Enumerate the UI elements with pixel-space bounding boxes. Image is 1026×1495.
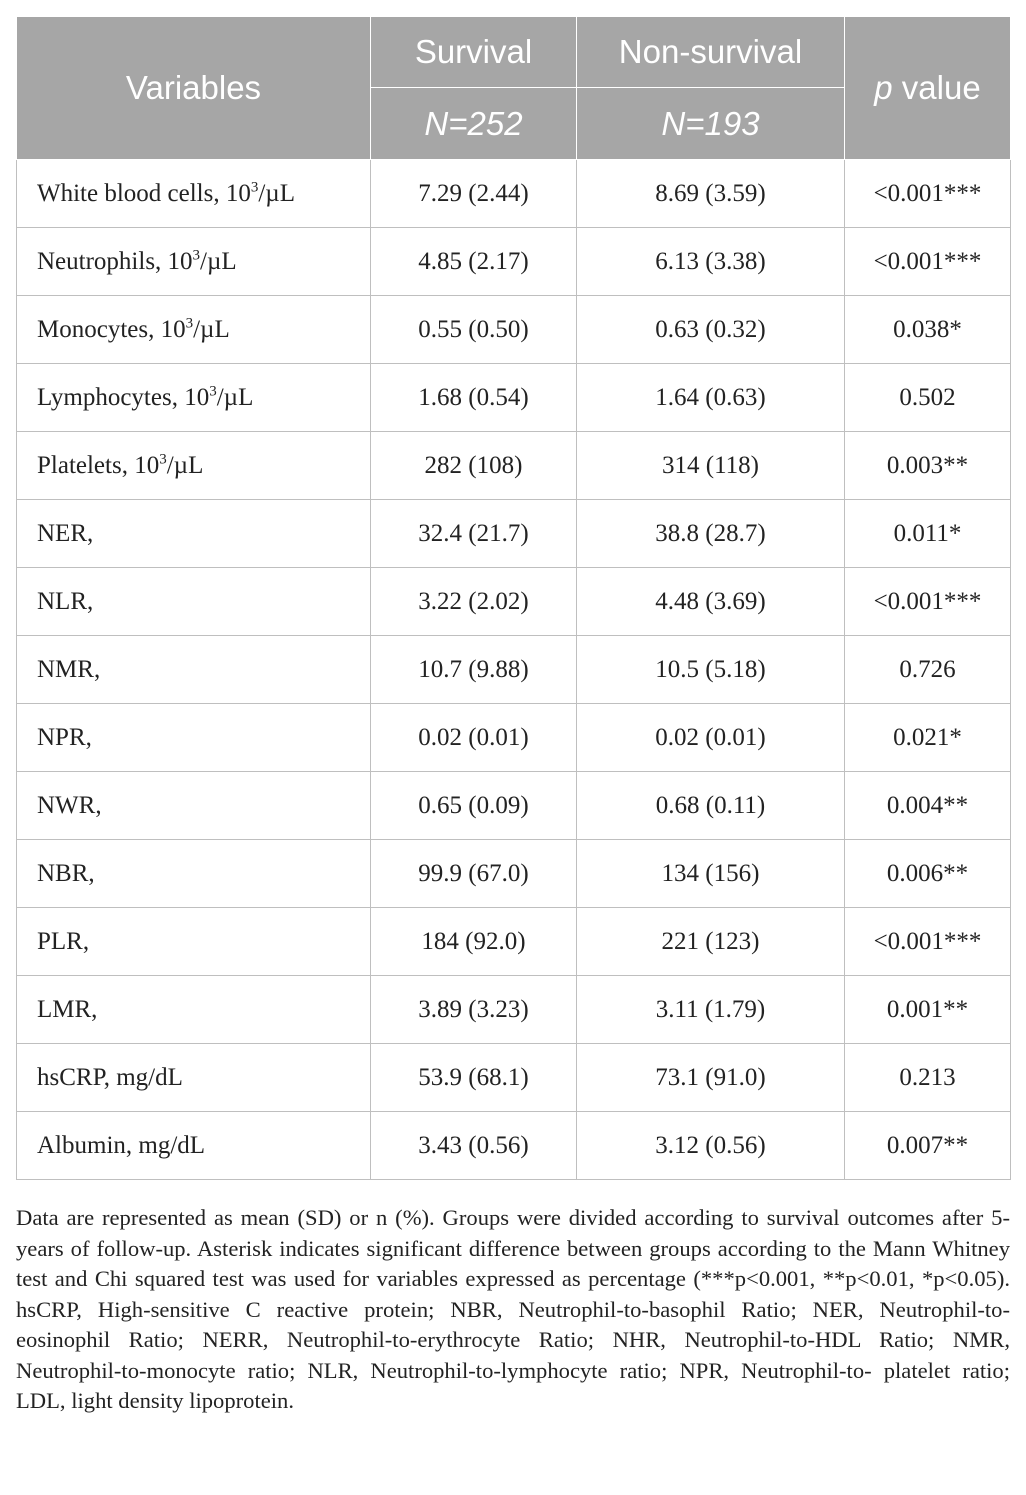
- non-survival-value: 221 (123): [577, 908, 845, 976]
- survival-value: 1.68 (0.54): [371, 364, 577, 432]
- p-value: 0.726: [845, 636, 1011, 704]
- table-row: [17, 908, 1011, 976]
- variable-label: PLR,: [37, 927, 90, 955]
- survival-value: 0.65 (0.09): [371, 772, 577, 840]
- variable-label: hsCRP, mg/dL: [37, 1063, 183, 1091]
- survival-value: 7.29 (2.44): [371, 160, 577, 228]
- variable-label: Monocytes, 10: [37, 315, 186, 343]
- variable-cell: [17, 568, 371, 636]
- p-value: 0.004**: [845, 772, 1011, 840]
- p-value: <0.001***: [845, 568, 1011, 636]
- table-row: [17, 432, 1011, 500]
- variable-label: NWR,: [37, 791, 102, 819]
- table-footnote: Data are represented as mean (SD) or n (%). Groups were divided according to survival outcomes after 5-years of follow-up. Asterisk indicates significant difference between groups according to the Mann Whitney test and Chi squared test was used for variables expressed as percentage (***p<0.001, **p<0.01, *p<0.05). hsCRP, High-sensitive C reactive protein; NBR, Neutrophil-to-basophil Ratio; NER, Neutrophil-to-eosinophil Ratio; NERR, Neutrophil-to-erythrocyte Ratio; NHR, Neutrophil-to-HDL Ratio; NMR, Neutrophil-to-monocyte ratio; NLR, Neutrophil-to-lymphocyte ratio; NPR, Neutrophil-to- platelet ratio; LDL, light density lipoprotein.: [16, 1205, 1010, 1413]
- survival-value: 10.7 (9.88): [371, 636, 577, 704]
- p-value: 0.038*: [845, 296, 1011, 364]
- variable-cell: [17, 704, 371, 772]
- table-row: [17, 636, 1011, 704]
- variable-cell: [17, 296, 371, 364]
- variable-cell: [17, 364, 371, 432]
- p-value: <0.001***: [845, 160, 1011, 228]
- survival-value: 32.4 (21.7): [371, 500, 577, 568]
- header-non-survival: Non-survival: [577, 17, 845, 88]
- exponent: 3: [209, 383, 217, 400]
- variable-cell: [17, 432, 371, 500]
- unit-label: /µL: [166, 451, 204, 479]
- variable-label: NPR,: [37, 723, 92, 751]
- p-value: 0.011*: [845, 500, 1011, 568]
- variable-label: NLR,: [37, 587, 94, 615]
- non-survival-value: 0.63 (0.32): [577, 296, 845, 364]
- table-header: [17, 17, 1011, 160]
- variable-label: Lymphocytes, 10: [37, 383, 210, 411]
- p-value: 0.007**: [845, 1112, 1011, 1180]
- non-survival-value: 73.1 (91.0): [577, 1044, 845, 1112]
- p-value: 0.021*: [845, 704, 1011, 772]
- non-survival-value: 10.5 (5.18): [577, 636, 845, 704]
- p-value: <0.001***: [845, 908, 1011, 976]
- variable-cell: [17, 1044, 371, 1112]
- exponent: 3: [192, 247, 201, 264]
- variable-cell: [17, 908, 371, 976]
- variable-label: Albumin, mg/dL: [37, 1131, 206, 1159]
- exponent: 3: [185, 315, 194, 332]
- table-row: [17, 840, 1011, 908]
- survival-value: 53.9 (68.1): [371, 1044, 577, 1112]
- variable-label: LMR,: [37, 995, 98, 1023]
- table-row: [17, 568, 1011, 636]
- table-row: [17, 772, 1011, 840]
- variable-label: White blood cells, 10: [37, 179, 251, 207]
- survival-value: 282 (108): [371, 432, 577, 500]
- p-value: 0.213: [845, 1044, 1011, 1112]
- variable-label: Neutrophils, 10: [37, 247, 193, 275]
- non-survival-value: 4.48 (3.69): [577, 568, 845, 636]
- non-survival-value: 3.11 (1.79): [577, 976, 845, 1044]
- header-variables: Variables: [17, 17, 371, 160]
- p-value: 0.502: [845, 364, 1011, 432]
- table-row: [17, 1112, 1011, 1180]
- table-row: [17, 364, 1011, 432]
- table-row: [17, 296, 1011, 364]
- variable-cell: [17, 1112, 371, 1180]
- non-survival-value: 1.64 (0.63): [577, 364, 845, 432]
- variable-label: NMR,: [37, 655, 101, 683]
- survival-value: 3.43 (0.56): [371, 1112, 577, 1180]
- non-survival-value: 8.69 (3.59): [577, 160, 845, 228]
- non-survival-value: 134 (156): [577, 840, 845, 908]
- survival-value: 99.9 (67.0): [371, 840, 577, 908]
- variable-label: NER,: [37, 519, 94, 547]
- unit-label: /µL: [193, 315, 230, 343]
- variable-cell: [17, 228, 371, 296]
- header-p-value: [845, 17, 1011, 160]
- header-survival: Survival: [371, 17, 577, 88]
- table-row: [17, 228, 1011, 296]
- table-row: [17, 704, 1011, 772]
- unit-label: /µL: [216, 383, 254, 411]
- non-survival-value: 0.02 (0.01): [577, 704, 845, 772]
- unit-label: /µL: [200, 247, 237, 275]
- unit-label: /µL: [258, 179, 295, 207]
- table-row: [17, 1044, 1011, 1112]
- variable-cell: [17, 772, 371, 840]
- exponent: 3: [250, 179, 259, 196]
- header-non-survival-n: N=193: [577, 88, 845, 160]
- header-p-letter: p: [874, 69, 893, 106]
- p-value: <0.001***: [845, 228, 1011, 296]
- variable-cell: [17, 636, 371, 704]
- survival-value: 4.85 (2.17): [371, 228, 577, 296]
- variable-label: Platelets, 10: [37, 451, 160, 479]
- header-p-word: value: [892, 69, 981, 106]
- table-row: [17, 976, 1011, 1044]
- p-value: 0.006**: [845, 840, 1011, 908]
- non-survival-value: 3.12 (0.56): [577, 1112, 845, 1180]
- non-survival-value: 314 (118): [577, 432, 845, 500]
- p-value: 0.003**: [845, 432, 1011, 500]
- non-survival-value: 6.13 (3.38): [577, 228, 845, 296]
- variable-cell: [17, 500, 371, 568]
- survival-value: 184 (92.0): [371, 908, 577, 976]
- survival-value: 0.02 (0.01): [371, 704, 577, 772]
- header-survival-n: N=252: [371, 88, 577, 160]
- non-survival-value: 38.8 (28.7): [577, 500, 845, 568]
- variable-cell: [17, 160, 371, 228]
- p-value: 0.001**: [845, 976, 1011, 1044]
- survival-value: 3.22 (2.02): [371, 568, 577, 636]
- survival-value: 0.55 (0.50): [371, 296, 577, 364]
- data-table: [16, 16, 1011, 1180]
- header-row-1: [17, 17, 1011, 88]
- non-survival-value: 0.68 (0.11): [577, 772, 845, 840]
- table-body: [17, 160, 1011, 1180]
- table-row: [17, 160, 1011, 228]
- variable-cell: [17, 840, 371, 908]
- exponent: 3: [159, 451, 167, 468]
- survival-value: 3.89 (3.23): [371, 976, 577, 1044]
- variable-cell: [17, 976, 371, 1044]
- table-row: [17, 500, 1011, 568]
- variable-label: NBR,: [37, 859, 95, 887]
